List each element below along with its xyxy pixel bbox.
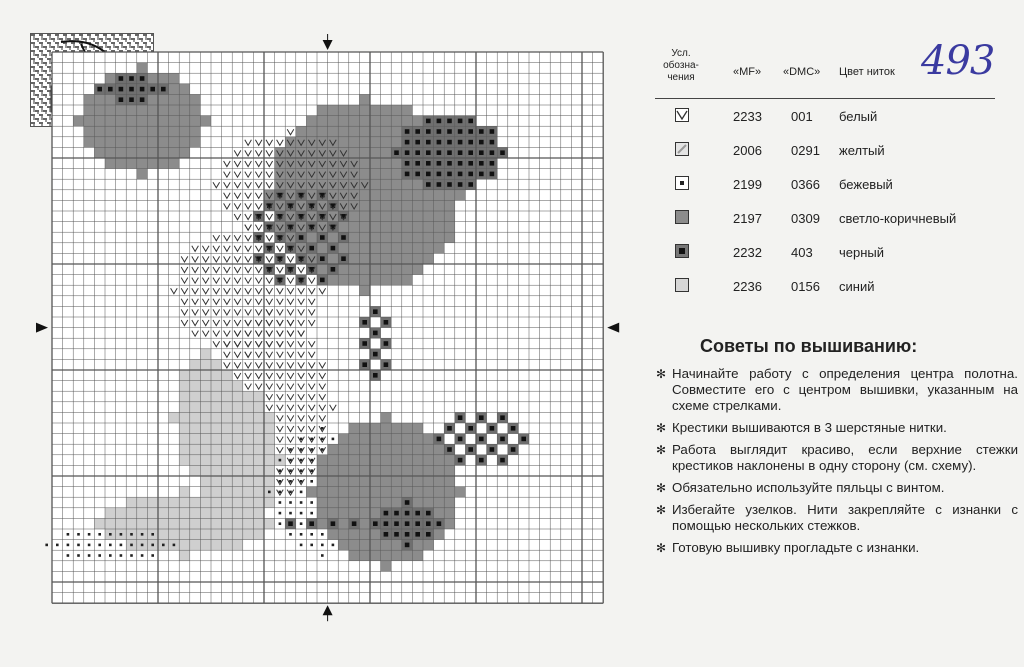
legend-row bbox=[655, 208, 995, 230]
tip-star-icon: ✻ bbox=[656, 481, 667, 495]
legend-mf: 2197 bbox=[733, 211, 762, 226]
legend-row bbox=[655, 140, 995, 162]
tip-item bbox=[656, 480, 1018, 496]
legend-mf: 2233 bbox=[733, 109, 762, 124]
legend-head-dmc: «DMC» bbox=[783, 66, 821, 78]
tip-text: Готовую вышивку прогладьте с изнанки. bbox=[672, 540, 920, 555]
symbol-solid-icon bbox=[675, 210, 689, 224]
legend-color: черный bbox=[839, 245, 885, 260]
tip-star-icon: ✻ bbox=[656, 443, 667, 457]
legend-head-symbol: Усл. обозна- чения bbox=[663, 48, 699, 83]
legend-mf: 2199 bbox=[733, 177, 762, 192]
tip-star-icon: ✻ bbox=[656, 503, 667, 517]
tip-text: Работа выглядит красиво, если верхние стежки крестиков наклонены в одну сторону (см. схему). bbox=[672, 442, 1018, 473]
tip-star-icon: ✻ bbox=[656, 541, 667, 555]
pattern-number: 493 bbox=[921, 38, 995, 84]
tip-text: Крестики вышиваются в 3 шерстяные нитки. bbox=[672, 420, 947, 435]
legend-header bbox=[655, 38, 995, 99]
tip-item bbox=[656, 442, 1018, 474]
legend-dmc: 0366 bbox=[791, 177, 820, 192]
legend-dmc: 0156 bbox=[791, 279, 820, 294]
tip-item bbox=[656, 420, 1018, 436]
tip-text: Обязательно используйте пяльцы с винтом. bbox=[672, 480, 945, 495]
legend-row bbox=[655, 106, 995, 128]
legend-head-mf: «MF» bbox=[733, 66, 762, 78]
legend-mf: 2006 bbox=[733, 143, 762, 158]
symbol-light-icon bbox=[675, 278, 689, 292]
symbol-square-icon bbox=[675, 244, 689, 258]
legend-dmc: 001 bbox=[791, 109, 813, 124]
tip-star-icon: ✻ bbox=[656, 421, 667, 435]
legend-row bbox=[655, 242, 995, 264]
tip-text: Начинайте работу с определения центра полотна. Совместите его с центром вышивки, указанным на схеме стрелками. bbox=[672, 366, 1018, 413]
symbol-check-icon bbox=[675, 108, 689, 122]
tip-item bbox=[656, 502, 1018, 534]
tip-text: Избегайте узелков. Нити закрепляйте с изнанки с помощью нескольких стежков. bbox=[672, 502, 1018, 533]
symbol-diag-icon bbox=[675, 142, 689, 156]
tip-star-icon: ✻ bbox=[656, 367, 667, 381]
tip-item bbox=[656, 366, 1018, 414]
legend-color: бежевый bbox=[839, 177, 893, 192]
legend-dmc: 0309 bbox=[791, 211, 820, 226]
legend-dmc: 403 bbox=[791, 245, 813, 260]
legend-row bbox=[655, 174, 995, 196]
tips-list bbox=[656, 366, 1018, 562]
legend-dmc: 0291 bbox=[791, 143, 820, 158]
tip-item bbox=[656, 540, 1018, 556]
legend-mf: 2232 bbox=[733, 245, 762, 260]
legend-color: светло-коричневый bbox=[839, 211, 957, 226]
legend-color: синий bbox=[839, 279, 875, 294]
legend-mf: 2236 bbox=[733, 279, 762, 294]
legend-color: желтый bbox=[839, 143, 885, 158]
tips-title: Советы по вышиванию: bbox=[700, 336, 918, 356]
legend-row bbox=[655, 276, 995, 298]
symbol-dot-icon bbox=[675, 176, 689, 190]
legend-head-color: Цвет ниток bbox=[839, 66, 895, 78]
legend-color: белый bbox=[839, 109, 878, 124]
